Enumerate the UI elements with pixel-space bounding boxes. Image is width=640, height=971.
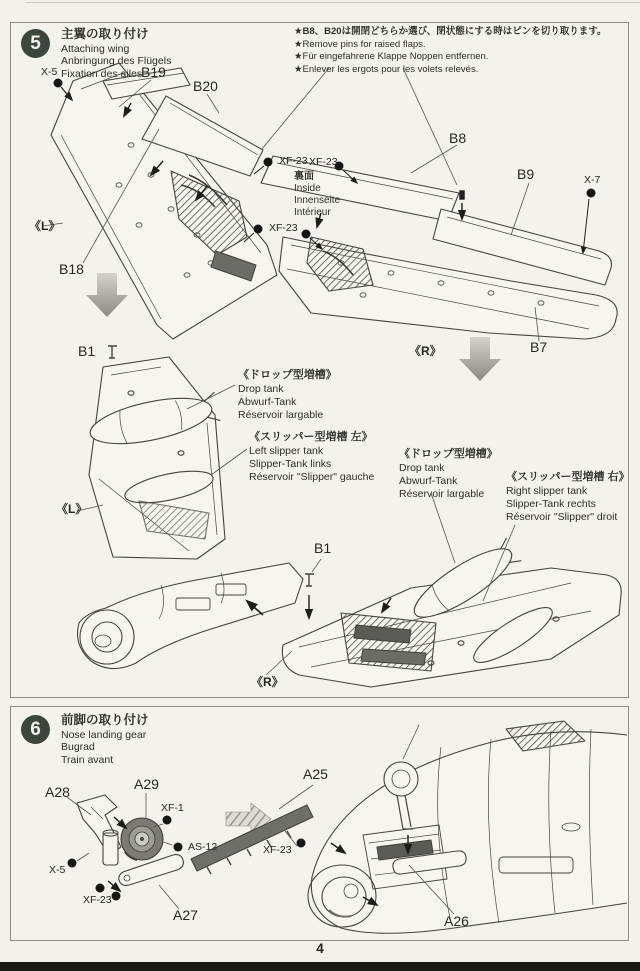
callout-drop1-fr: Réservoir largable (238, 409, 324, 421)
part-label-b18: B18 (59, 261, 84, 277)
paint-label-x5-step6: X-5 (49, 864, 66, 876)
step6-title-fr: Train avant (61, 753, 114, 766)
part-label-a25: A25 (303, 766, 328, 782)
orientation-label-r1: 《R》 (409, 344, 442, 358)
step5-drawing (11, 23, 628, 697)
paint-pin-xf23-right (297, 839, 306, 848)
callout-slipper-left-jp: 《スリッパー型増槽 左》 (249, 431, 373, 443)
note-line-jp: ★B8、B20は開閉どちらか選び、閉状態にする時はピンを切り取ります。 (294, 26, 607, 37)
right-wing-tanks-drawing (282, 536, 621, 687)
part-label-b1-second: B1 (314, 540, 332, 556)
paint-label-x7: X-7 (584, 174, 601, 186)
callout-slipper-right (506, 471, 628, 524)
step5-notes (294, 26, 606, 76)
left-wing-drawing (51, 63, 277, 339)
fuselage-drawing (78, 563, 304, 669)
callout-slipper-left-fr: Réservoir "Slipper" gauche (249, 471, 375, 483)
inside-note-en: Inside (294, 183, 321, 194)
note-line-de: ★Für eingefahrene Klappe Noppen entfernen. (294, 51, 489, 62)
part-label-b8: B8 (449, 130, 467, 146)
paint-label-as12: AS-12 (188, 841, 218, 853)
part-label-b1-first: B1 (78, 343, 96, 359)
step6-title (61, 714, 149, 766)
callout-drop2-en: Drop tank (399, 462, 445, 474)
note-line-fr: ★Enlever les ergots pour les volets relevés. (294, 63, 479, 75)
orientation-label-l2: 《L》 (56, 502, 88, 516)
callout-slipper-right-de: Slipper-Tank rechts (506, 498, 596, 510)
paint-label-xf23-b: XF-23 (309, 156, 338, 168)
step5-badge: 5 (21, 29, 50, 58)
callout-drop-tank-1 (238, 369, 337, 422)
part-label-b19: B19 (141, 64, 166, 80)
part-label-a27: A27 (173, 907, 198, 923)
callout-slipper-left-de: Slipper-Tank links (249, 458, 332, 470)
inside-note-de: Innenseite (294, 195, 341, 206)
step6-title-en: Nose landing gear (61, 728, 147, 741)
callout-drop-tank-2 (399, 448, 498, 501)
callout-drop1-en: Drop tank (238, 383, 284, 395)
step6-panel (10, 706, 629, 941)
paint-pin-x7 (583, 189, 596, 254)
orientation-label-r2: 《R》 (251, 675, 284, 689)
callout-drop2-de: Abwurf-Tank (399, 475, 458, 487)
step5-title-de: Anbringung des Flügels (61, 55, 172, 67)
down-arrow-left (86, 273, 128, 317)
callout-slipper-right-fr: Réservoir "Slipper" droit (506, 511, 618, 523)
down-arrow-right (459, 337, 501, 381)
paint-label-xf23-c: XF-23 (269, 222, 298, 234)
callout-slipper-right-en: Right slipper tank (506, 485, 588, 497)
page-number: 4 (316, 941, 324, 956)
callout-drop1-jp: 《ドロップ型増槽》 (238, 369, 337, 381)
orientation-label-l1: 《L》 (29, 219, 61, 233)
note-line-en: ★Remove pins for raised flaps. (294, 38, 426, 50)
paint-label-xf23-step6-left: XF-23 (83, 894, 112, 906)
part-label-a26: A26 (444, 913, 469, 929)
step6-title-jp: 前脚の取り付け (61, 713, 149, 727)
paint-label-xf1: XF-1 (161, 802, 184, 814)
scan-edge-line (26, 2, 640, 3)
callout-drop2-jp: 《ドロップ型増槽》 (399, 448, 498, 460)
inside-note-fr: Intérieur (294, 207, 331, 218)
paint-label-xf23-step6-right: XF-23 (263, 844, 292, 856)
callout-drop1-de: Abwurf-Tank (238, 396, 297, 408)
part-label-b7: B7 (530, 339, 548, 355)
part-label-b20: B20 (193, 78, 218, 94)
part-label-a29: A29 (134, 776, 159, 792)
inside-note-jp: 裏面 (294, 171, 314, 182)
paint-label-x5: X-5 (41, 66, 58, 78)
callout-slipper-right-jp: 《スリッパー型増槽 右》 (506, 471, 630, 483)
callout-drop2-fr: Réservoir largable (399, 488, 485, 500)
step5-panel (10, 22, 629, 698)
step6-badge: 6 (21, 715, 50, 744)
inside-note (294, 171, 340, 219)
callout-slipper-left-en: Left slipper tank (249, 445, 324, 457)
step5-title-fr: Fixation des ailes (61, 67, 143, 80)
step6-title-de: Bugrad (61, 741, 95, 753)
part-label-a28: A28 (45, 784, 70, 800)
step5-title-en: Attaching wing (61, 42, 130, 55)
bottom-black-bar (0, 962, 640, 971)
step5-title-jp: 主翼の取り付け (61, 27, 149, 41)
part-label-b9: B9 (517, 166, 535, 182)
paint-label-xf23-a: XF-23 (279, 155, 308, 167)
left-wing-tanks-drawing (86, 346, 225, 559)
callout-slipper-left (249, 431, 374, 484)
